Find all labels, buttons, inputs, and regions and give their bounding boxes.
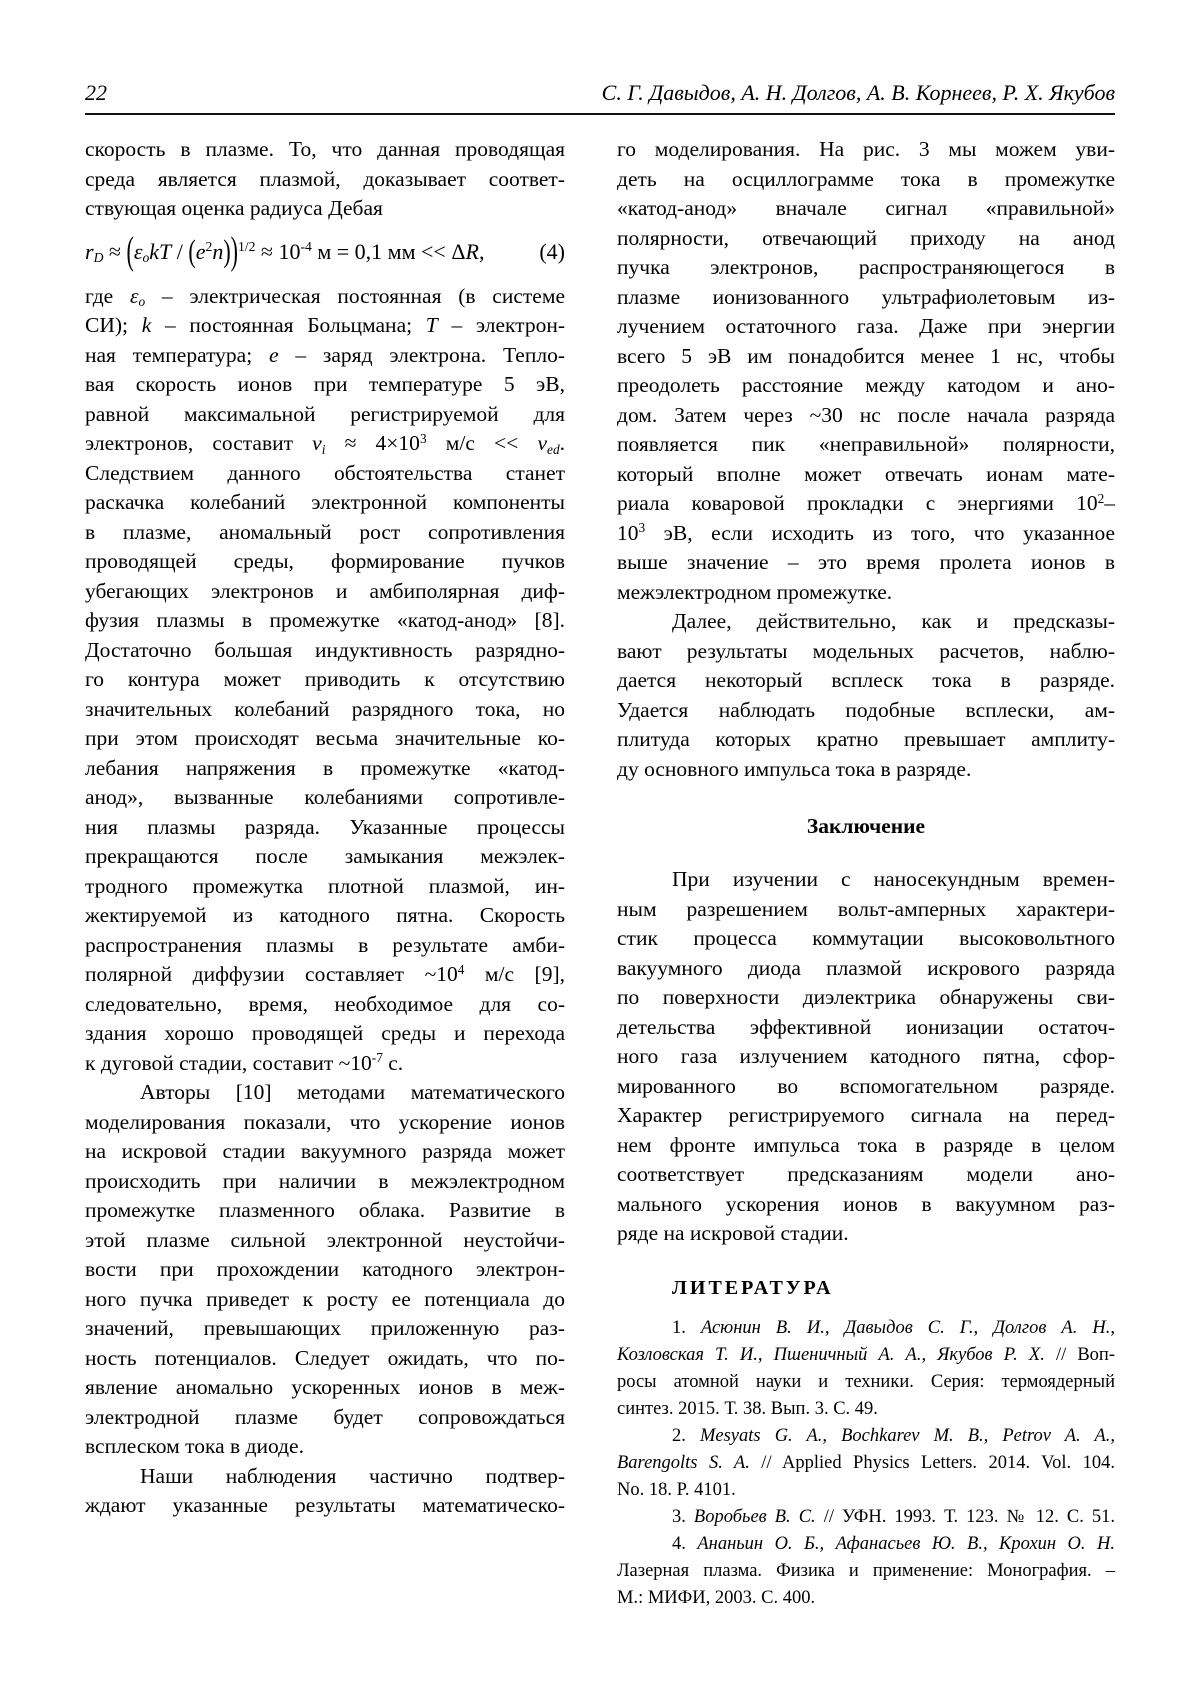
text-line [85,165,565,195]
text-segment: явление аномально ускоренных ионов в меж- [85,1375,565,1399]
text-segment: соответствует предсказаниям модели ано- [617,1162,1115,1186]
text-segment: Следствием данного обстоятельства станет [85,460,565,485]
text-segment: ным разрешением вольт-амперных характери- [617,896,1115,921]
text-segment: межэлектродном промежутке. [617,579,893,604]
text-line [617,983,1115,1013]
header-rule [85,113,1115,115]
text-segment: проводящей среды, формирование пучков [85,549,565,573]
text-segment: 1. [672,1317,701,1338]
text-segment: // Applied Physics Letters. 2014. Vol. 104. [749,1452,1115,1473]
text-segment: распространения плазмы в результате амби- [85,932,565,957]
text-line [85,1255,565,1285]
text-segment: анод», вызванные колебаниями сопротивле- [85,785,565,809]
text-line [617,519,1115,549]
text-segment: среда является плазмой, доказывает соответ- [85,166,565,191]
text-segment: -4 [300,239,312,254]
text-segment: / [171,238,189,264]
text-segment: ≈ [103,238,127,264]
text-line [85,724,565,754]
text-segment: электродной плазме будет сопровождаться [85,1404,565,1429]
text-line [85,1226,565,1256]
text-segment: – постоянная Больцмана; [151,313,426,337]
text-line [85,429,565,459]
text-line [617,607,1115,637]
text-segment: o [142,250,150,266]
text-line [85,1314,565,1344]
text-segment: 2. [672,1425,700,1446]
paragraph [85,1078,565,1462]
text-line [85,842,565,872]
text-segment: равной максимальной регистрируемой для [85,401,565,426]
text-line [617,1369,1115,1396]
text-segment: пучка электронов, распространяющегося в [617,255,1115,279]
text-segment: значительных колебаний разрядного тока, но [85,696,565,721]
text-segment: 4 [457,961,465,977]
text-segment: v [537,431,548,455]
text-line [85,341,565,371]
text-line [85,1285,565,1315]
text-line [617,1477,1115,1504]
text-segment: по поверхности диэлектрика обнаружены сви- [617,985,1115,1009]
text-segment: плазме ионизованного ультрафиолетовым из- [617,284,1115,309]
text-segment: 3 [638,520,646,536]
text-segment: – заряд электрона. Тепло- [278,342,565,367]
equation-number: (4) [539,238,565,264]
text-line [617,489,1115,519]
left-column [85,135,565,1612]
text-segment: лучением остаточного газа. Даже при энергии [617,314,1115,338]
text-segment: Козловская Т. И., Пшеничный А. А., Якубов Р. Х. [617,1344,1045,1365]
equation [85,227,565,273]
text-segment: нем фронте импульса тока в разряде в целом [617,1132,1115,1157]
text-segment: ряде на искровой стадии. [617,1221,849,1245]
text-segment: n [212,238,224,264]
text-segment: ждают указанные результаты математическо- [85,1493,565,1517]
text-segment: R [465,238,479,264]
text-line [617,460,1115,490]
text-line [85,1019,565,1049]
text-line [617,1131,1115,1161]
text-segment: 2 [205,239,213,254]
text-segment: ) [223,232,231,269]
text-line [617,1558,1115,1585]
text-segment: происходить при наличии в межэлектродном [85,1168,565,1193]
text-segment: дом. Затем через ~30 нс после начала разряда [617,402,1115,427]
text-line [617,401,1115,431]
text-segment: При изучении с наносекундным времен- [672,867,1115,891]
text-segment: Характер регистрируемого сигнала на перед- [617,1103,1115,1127]
text-segment: детельства эффективной ионизации остаточ- [617,1014,1115,1039]
text-segment: моделирования показали, что ускорение ионов [85,1109,565,1134]
text-segment: Удается наблюдать подобные всплески, ам- [617,697,1115,722]
text-segment: м/с [9], [464,962,565,986]
text-segment: СИ); [85,313,142,337]
text-segment: – электрон- [437,313,565,337]
text-line [617,696,1115,726]
text-line [617,1423,1115,1450]
text-segment: Асюнин В. И., Давыдов С. Г., Долгов А. Н., [700,1317,1115,1338]
text-segment: к дуговой стадии, составит ~10 [85,1050,372,1075]
two-column-body [85,135,1115,1612]
paragraph [617,607,1115,784]
reference-item [617,1531,1115,1612]
text-segment: ≈ 4×10 [325,431,420,455]
text-line [85,518,565,548]
text-segment: r [85,238,94,264]
text-segment: Лазерная плазма. Физика и применение: Монография. – [617,1560,1115,1581]
text-segment: – [1104,491,1115,515]
text-segment: плитуда которых кратно превышает амплиту- [617,727,1115,751]
text-line [85,960,565,990]
text-segment: го моделирования. На рис. 3 мы можем уви- [617,137,1115,161]
text-segment: e [269,342,279,367]
text-segment: выше значение – это время пролета ионов в [617,550,1115,574]
text-line [617,725,1115,755]
text-segment: м/с << [426,431,538,455]
text-line [85,1491,565,1521]
text-line [617,755,1115,785]
text-line [85,1049,565,1079]
text-line [85,695,565,725]
text-segment: стик процесса коммутации высоковольтного [617,926,1115,950]
text-segment: вости при прохождении катодного электрон- [85,1257,565,1281]
text-line [617,578,1115,608]
text-segment: ed [547,441,560,457]
text-line [85,1432,565,1462]
text-segment: No. 18. P. 4101. [617,1479,736,1500]
text-segment: синтез. 2015. Т. 38. Вып. 3. С. 49. [617,1398,878,1419]
text-segment: вая скорость ионов при температуре 5 эВ, [85,372,565,396]
text-line [617,1315,1115,1342]
text-segment: 10 [617,520,639,545]
text-segment: го контура может приводить к отсутствию [85,667,565,691]
text-line [617,312,1115,342]
text-segment: значений, превышающих приложенную раз- [85,1316,565,1340]
text-segment: м = 0,1 мм << Δ [311,238,466,264]
text-line [617,1450,1115,1477]
text-segment: ность потенциалов. Следует ожидать, что по- [85,1345,565,1370]
text-segment: o [138,294,146,310]
text-segment: ) [230,227,238,273]
text-segment: 1/2 [237,239,256,254]
text-segment: Mesyats G. A., Bochkarev M. B., Petrov A. A., [699,1425,1115,1446]
text-segment: росы атомной науки и техники. Серия: термоядерный [617,1371,1115,1392]
text-segment: ( [126,227,134,273]
text-line [617,865,1115,895]
text-line [85,1167,565,1197]
text-line [617,954,1115,984]
text-segment: мального ускорения ионов в вакуумном раз- [617,1191,1115,1216]
text-segment: раскачка колебаний электронной компоненты [85,490,565,514]
text-line [617,548,1115,578]
reference-item [617,1504,1115,1531]
text-segment: здания хорошо проводящей среды и перехода [85,1021,565,1045]
text-segment: полярности, отвечающий приходу на анод [617,225,1115,250]
text-line [85,311,565,341]
text-line [617,637,1115,667]
page-number: 22 [85,80,107,105]
text-line [85,1196,565,1226]
text-segment: ная температура; [85,342,269,367]
text-segment: Barengolts S. A. [617,1452,750,1473]
text-segment: в плазме, аномальный рост сопротивления [85,519,565,544]
text-line [617,1219,1115,1249]
text-line [617,342,1115,372]
text-segment: ≈ 10 [255,238,301,264]
text-line [85,1373,565,1403]
text-segment: // Воп- [1044,1344,1115,1365]
text-line [617,1396,1115,1423]
text-line [85,636,565,666]
section-heading: ЛИТЕРАТУРА [672,1276,834,1299]
text-line [85,194,565,224]
text-line [617,224,1115,254]
paragraph [85,135,565,224]
text-segment: 3. [672,1506,694,1527]
text-line [617,1190,1115,1220]
text-segment: жектируемой из катодного пятна. Скорость [85,903,565,927]
text-segment: деть на осциллограмме тока в промежутке [617,166,1115,191]
text-segment: фузия плазмы в промежутке «катод-анод» [8]. [85,608,565,632]
text-line [617,895,1115,925]
text-line [85,1462,565,1492]
paragraph [617,865,1115,1249]
text-line [617,1072,1115,1102]
text-line [85,1137,565,1167]
text-segment: Ананьин О. Б., Афанасьев Ю. В., Крохин О. Н. [697,1533,1115,1554]
text-line [617,371,1115,401]
text-segment: T [425,313,438,337]
text-line [85,577,565,607]
running-authors: С. Г. Давыдов, А. Н. Долгов, А. В. Корнеев, Р. Х. Якубов [601,80,1115,105]
text-segment: Достаточно большая индуктивность разрядно- [85,637,565,662]
text-segment: где [85,283,130,308]
text-segment: Далее, действительно, как и предсказы- [672,609,1115,633]
text-segment: Воробьев В. С. [693,1506,816,1527]
text-segment: // УФН. 1993. Т. 123. № 12. С. 51. [815,1506,1116,1527]
text-segment: всего 5 эВ им понадобится менее 1 нс, чтобы [617,343,1115,368]
text-line [85,488,565,518]
text-segment: D [93,250,104,266]
text-segment: промежутке плазменного облака. Развитие в [85,1198,565,1222]
text-line [617,283,1115,313]
text-segment: Наши наблюдения частично подтвер- [140,1463,565,1488]
text-segment: 4. [672,1533,698,1554]
text-line [617,194,1115,224]
text-segment: М.: МИФИ, 2003. С. 400. [617,1587,816,1608]
text-segment: лебания напряжения в промежутке «катод- [85,755,565,780]
text-line [85,282,565,312]
equation-body [85,227,485,273]
text-line [85,370,565,400]
text-segment: электронов, составит [85,431,313,455]
text-segment: ε [130,283,139,308]
text-segment: ( [188,232,196,269]
text-line [85,1078,565,1108]
text-line [85,783,565,813]
text-line [85,813,565,843]
text-segment: ного газа излучением катодного пятна, сфор- [617,1044,1115,1068]
text-segment: . [559,431,565,455]
text-segment: 2 [1097,490,1105,506]
text-line [85,135,565,165]
text-segment: ния плазмы разряда. Указанные процессы [85,814,565,839]
text-segment: вакуумного диода плазмой искрового разряда [617,955,1115,980]
text-line [85,1108,565,1138]
text-segment: мированного во вспомогательном разряде. [617,1073,1115,1098]
text-segment: вают результаты модельных расчетов, наблю- [617,638,1115,663]
text-segment: «катод-анод» вначале сигнал «правильной» [617,196,1115,220]
text-line [85,547,565,577]
text-segment: ного пучка приведет к росту ее потенциала до [85,1286,565,1311]
text-segment: v [312,431,322,455]
text-line [85,754,565,784]
text-line [617,1585,1115,1612]
text-segment: при этом происходят весьма значительные ко- [85,726,565,750]
text-segment: убегающих электронов и амбиполярная диф- [85,578,565,603]
reference-item [617,1423,1115,1504]
text-line [617,1013,1115,1043]
text-segment: полярной диффузии составляет ~10 [85,962,458,986]
paragraph [85,282,565,1079]
text-line [617,924,1115,954]
text-line [85,400,565,430]
text-line [617,1531,1115,1558]
text-segment: преодолеть расстояние между катодом и ано- [617,373,1115,397]
text-segment: всплеском тока в диоде. [85,1434,304,1458]
text-segment: – электрическая постоянная (в системе [145,283,565,308]
text-line [617,666,1115,696]
text-segment: e [195,238,206,264]
text-segment: прекращаются после замыкания межэлек- [85,844,565,868]
text-segment: следовательно, время, необходимое для со- [85,991,565,1016]
text-segment: который вполне может отвечать ионам мате- [617,461,1115,486]
text-segment: этой плазме сильной электронной неустойчи- [85,1227,565,1252]
text-segment: скорость в плазме. То, что данная проводящая [85,137,565,161]
text-line [617,430,1115,460]
text-segment: с. [382,1050,404,1075]
text-line [617,165,1115,195]
text-segment: k [141,313,152,337]
right-column [617,135,1115,1612]
text-line [617,1101,1115,1131]
text-line [85,872,565,902]
text-line [617,135,1115,165]
text-line [617,1504,1115,1531]
text-segment: тродного промежутка плотной плазмой, ин- [85,873,565,898]
text-segment: риала коваровой прокладки с энергиями 10 [617,491,1098,515]
text-line [85,901,565,931]
page-header [85,0,1115,106]
text-line [617,1042,1115,1072]
text-segment: -7 [371,1050,383,1066]
text-segment: ду основного импульса тока в разряде. [617,756,972,781]
section-heading: Заключение [806,814,926,838]
paragraph [85,1462,565,1521]
text-segment: ствующая оценка радиуса Дебая [85,196,383,220]
text-segment: эВ, если исходить из того, что указанное [645,520,1115,545]
text-segment: появляется пик «неправильной» полярности, [617,432,1115,456]
text-segment: i [321,441,326,457]
text-line [85,1403,565,1433]
text-line [85,1344,565,1374]
text-line [617,1342,1115,1369]
text-line [85,459,565,489]
text-segment: 3 [419,430,427,446]
paragraph [617,135,1115,607]
text-line [617,253,1115,283]
text-segment: дается некоторый всплеск тока в разряде. [617,668,1115,692]
text-line [85,931,565,961]
text-segment: ε [133,238,143,264]
reference-item [617,1315,1115,1423]
text-segment: , [478,238,485,264]
text-line [85,606,565,636]
text-segment: kT [149,238,172,264]
text-segment: Авторы [10] методами математического [140,1080,565,1104]
text-segment: на искровой стадии вакуумного разряда может [85,1139,565,1163]
text-line [85,665,565,695]
text-line [85,990,565,1020]
text-line [617,1160,1115,1190]
